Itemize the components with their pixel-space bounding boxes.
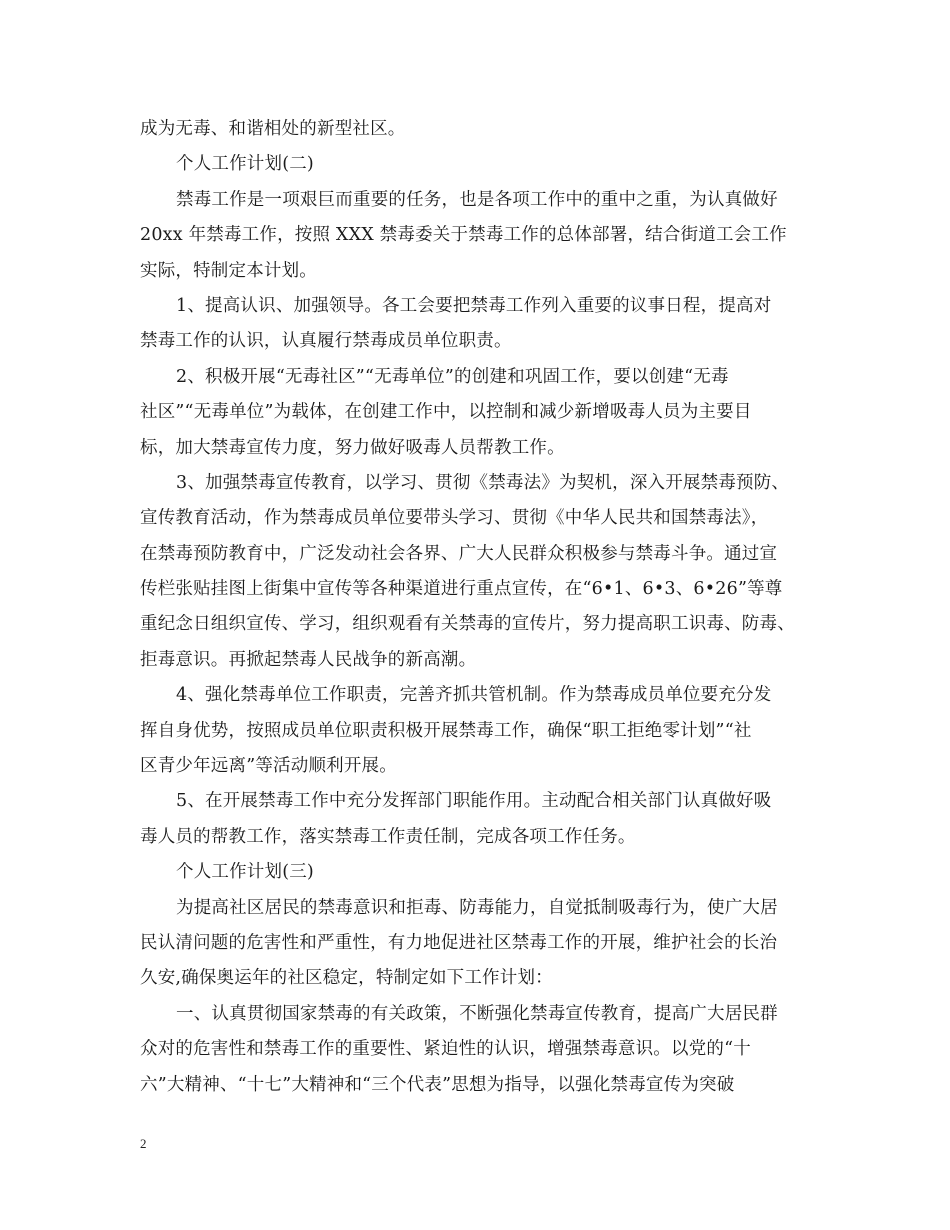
text-line: 区青少年远离”等活动顺利开展。 xyxy=(140,756,397,777)
text-line: 4、强化禁毒单位工作职责，完善齐抓共管机制。作为禁毒成员单位要充分发 xyxy=(176,685,772,706)
text-line: 拒毒意识。再掀起禁毒人民战争的新高潮。 xyxy=(140,649,477,670)
text-line: 成为无毒、和谐相处的新型社区。 xyxy=(140,119,406,139)
text-line: 重纪念日组织宣传、学习，组织观看有关禁毒的宣传片，努力提高职工识毒、防毒、 xyxy=(140,614,795,635)
text-line: 20xx 年禁毒工作，按照 XXX 禁毒委关于禁毒工作的总体部署，结合街道工会工作 xyxy=(140,225,787,246)
text-line: 个人工作计划(三) xyxy=(176,862,314,883)
text-line: 实际，特制定本计划。 xyxy=(140,260,317,281)
text-line: 标，加大禁毒宣传力度，努力做好吸毒人员帮教工作。 xyxy=(140,437,565,458)
text-line: 个人工作计划(二) xyxy=(176,154,314,175)
text-line: 一、认真贯彻国家禁毒的有关政策，不断强化禁毒宣传教育，提高广大居民群 xyxy=(176,1003,778,1024)
text-line: 宣传教育活动，作为禁毒成员单位要带头学习、贯彻《中华人民共和国禁毒法》， xyxy=(140,508,769,529)
text-line: 为提高社区居民的禁毒意识和拒毒、防毒能力，自觉抵制吸毒行为，使广大居 xyxy=(176,897,778,918)
text-line: 传栏张贴挂图上街集中宣传等各种渠道进行重点宣传，在“6•1、6•3、6•26”等尊 xyxy=(140,579,783,600)
text-line: 在禁毒预防教育中，广泛发动社会各界、广大人民群众积极参与禁毒斗争。通过宣 xyxy=(140,543,778,564)
text-line: 3、加强禁毒宣传教育，以学习、贯彻《禁毒法》为契机，深入开展禁毒预防、 xyxy=(176,472,790,493)
text-line: 社区”“无毒单位”为载体，在创建工作中，以控制和减少新增吸毒人员为主要目 xyxy=(140,402,752,423)
text-line: 挥自身优势，按照成员单位职责积极开展禁毒工作，确保“职工拒绝零计划”“社 xyxy=(140,720,752,741)
text-line: 禁毒工作的认识，认真履行禁毒成员单位职责。 xyxy=(140,331,512,352)
text-line: 1、提高认识、加强领导。各工会要把禁毒工作列入重要的议事日程，提高对 xyxy=(176,295,772,316)
document-body xyxy=(140,112,820,1103)
text-line: 六”大精神、“十七”大精神和“三个代表”思想为指导，以强化禁毒宣传为突破 xyxy=(140,1074,735,1095)
text-line: 众对的危害性和禁毒工作的重要性、紧迫性的认识，增强禁毒意识。以党的“十 xyxy=(140,1039,751,1060)
text-line: 毒人员的帮教工作，落实禁毒工作责任制，完成各项工作任务。 xyxy=(140,826,636,847)
text-line: 久安,确保奥运年的社区稳定，特制定如下工作计划： xyxy=(140,968,553,989)
text-line: 禁毒工作是一项艰巨而重要的任务，也是各项工作中的重中之重，为认真做好 xyxy=(176,189,778,210)
text-line: 5、在开展禁毒工作中充分发挥部门职能作用。主动配合相关部门认真做好吸 xyxy=(176,791,772,812)
text-line: 2、积极开展“无毒社区”“无毒单位”的创建和巩固工作，要以创建“无毒 xyxy=(176,366,729,387)
text-line: 民认清问题的危害性和严重性，有力地促进社区禁毒工作的开展，维护社会的长治 xyxy=(140,932,778,953)
page-number: 2 xyxy=(140,1136,147,1151)
